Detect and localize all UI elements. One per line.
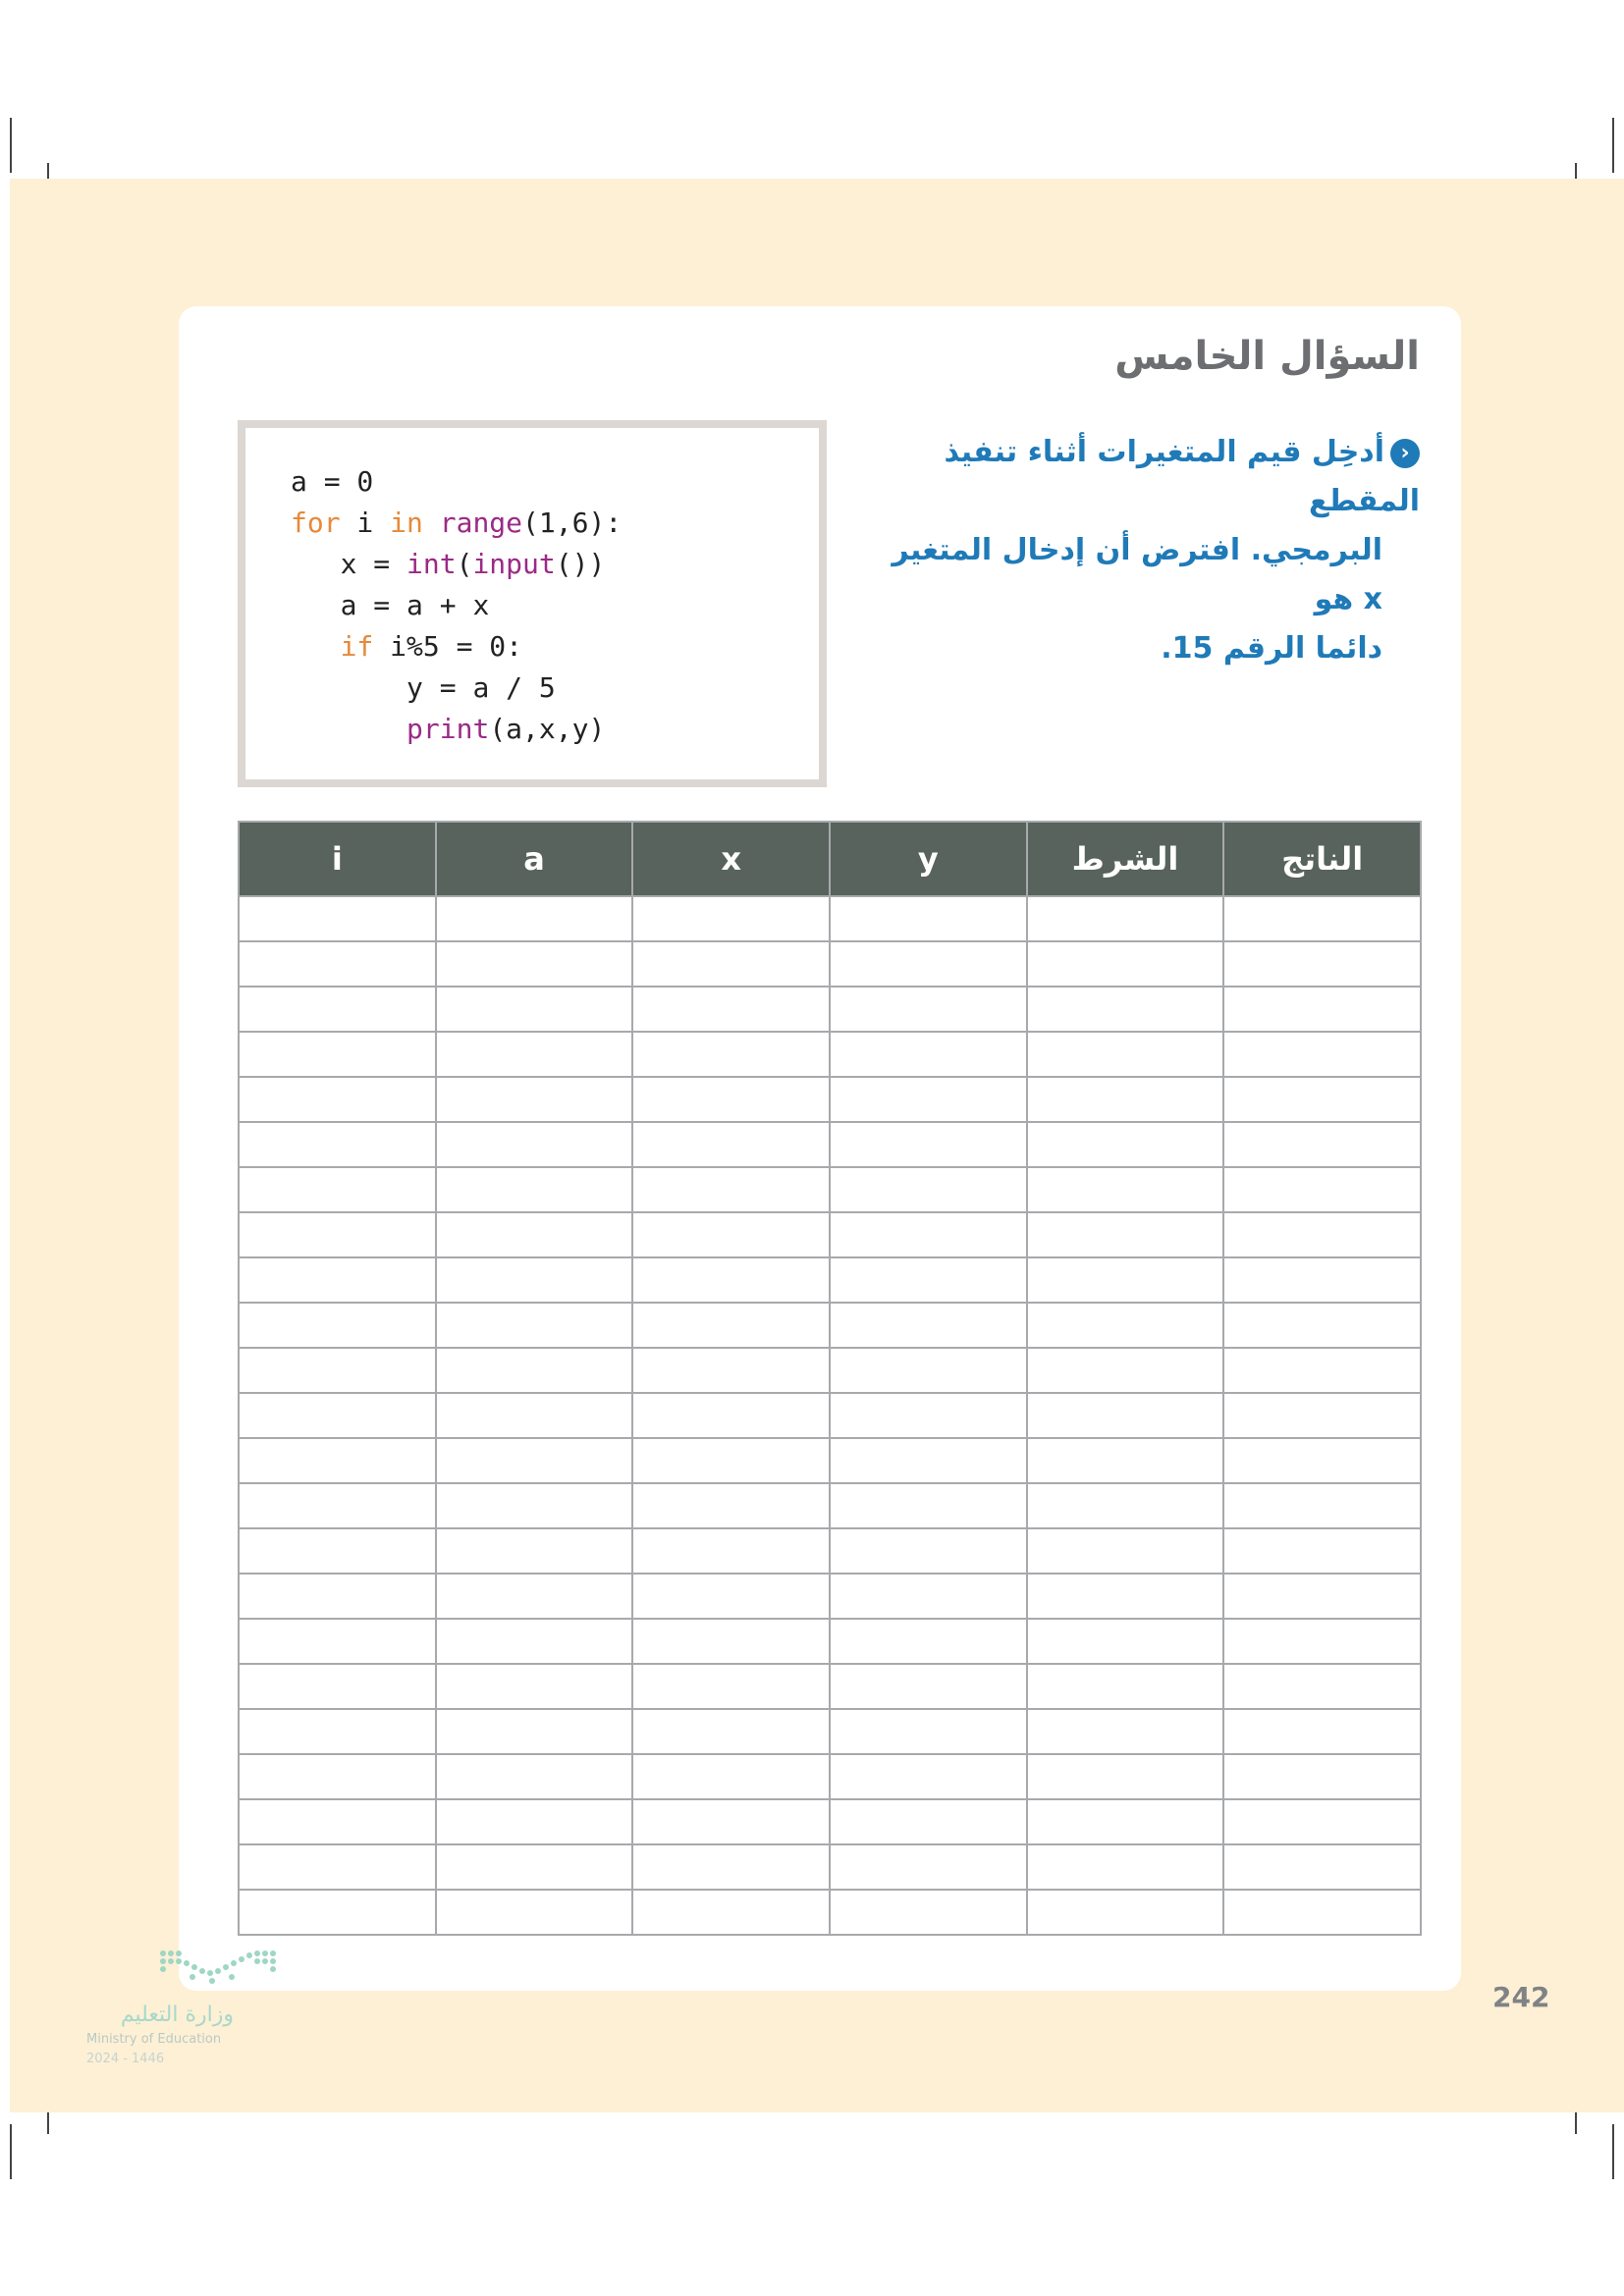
instruction-text <box>870 428 1420 673</box>
table-cell[interactable] <box>239 1077 436 1122</box>
ministry-emblem-icon <box>153 1944 291 2002</box>
table-row <box>239 1348 1421 1393</box>
page-number: 242 <box>1492 1981 1550 2013</box>
code-line <box>291 709 622 750</box>
table-cell[interactable] <box>436 1799 633 1844</box>
table-cell[interactable] <box>1223 1393 1421 1438</box>
table-cell[interactable] <box>1223 1754 1421 1799</box>
table-cell[interactable] <box>436 1709 633 1754</box>
table-cell[interactable] <box>1027 1122 1224 1167</box>
header-y: y <box>830 822 1027 896</box>
table-cell[interactable] <box>1223 1890 1421 1935</box>
code-token: a = 0 <box>291 465 374 498</box>
table-cell[interactable] <box>436 1890 633 1935</box>
table-cell[interactable] <box>632 1709 830 1754</box>
table-cell[interactable] <box>632 1844 830 1890</box>
table-row <box>239 1032 1421 1077</box>
table-cell[interactable] <box>830 1709 1027 1754</box>
table-row <box>239 987 1421 1032</box>
table-cell[interactable] <box>830 1528 1027 1574</box>
table-cell[interactable] <box>436 941 633 987</box>
table-row <box>239 1483 1421 1528</box>
table-cell[interactable] <box>1027 1844 1224 1890</box>
code-line <box>291 461 622 503</box>
table-cell[interactable] <box>1027 1212 1224 1257</box>
table-cell[interactable] <box>632 1438 830 1483</box>
table-cell[interactable] <box>239 1799 436 1844</box>
table-cell[interactable] <box>1223 1438 1421 1483</box>
table-cell[interactable] <box>239 1122 436 1167</box>
code-snippet <box>291 461 622 750</box>
code-token: x = <box>340 548 407 580</box>
header-x: x <box>632 822 830 896</box>
table-cell[interactable] <box>1223 1077 1421 1122</box>
table-cell[interactable] <box>239 1212 436 1257</box>
table-cell[interactable] <box>1027 1528 1224 1574</box>
table-row <box>239 1303 1421 1348</box>
table-cell[interactable] <box>830 1348 1027 1393</box>
table-cell[interactable] <box>632 1664 830 1709</box>
code-indent <box>291 713 406 745</box>
table-cell[interactable] <box>239 1844 436 1890</box>
table-cell[interactable] <box>1223 1709 1421 1754</box>
table-cell[interactable] <box>632 1890 830 1935</box>
code-line <box>291 585 622 626</box>
table-cell[interactable] <box>1223 1032 1421 1077</box>
table-cell[interactable] <box>239 1574 436 1619</box>
table-row <box>239 1574 1421 1619</box>
table-cell[interactable] <box>830 1844 1027 1890</box>
table-row <box>239 1709 1421 1754</box>
table-cell[interactable] <box>239 987 436 1032</box>
code-token: (1,6): <box>522 507 623 539</box>
table-cell[interactable] <box>830 1077 1027 1122</box>
instruction-line-2: البرمجي. افترض أن إدخال المتغير x هو <box>892 533 1382 616</box>
table-cell[interactable] <box>632 1619 830 1664</box>
code-token: i%5 = 0: <box>373 630 523 663</box>
code-token: i <box>340 507 391 539</box>
table-cell[interactable] <box>1027 1167 1224 1212</box>
table-cell[interactable] <box>1223 1799 1421 1844</box>
table-cell[interactable] <box>436 1754 633 1799</box>
table-cell[interactable] <box>1223 1528 1421 1574</box>
table-cell[interactable] <box>436 1393 633 1438</box>
table-row <box>239 896 1421 941</box>
table-cell[interactable] <box>1027 1257 1224 1303</box>
trace-table <box>238 821 1422 1936</box>
code-token: in <box>390 507 423 539</box>
ministry-year: 2024 - 1446 <box>86 2052 165 2066</box>
table-cell[interactable] <box>239 1438 436 1483</box>
table-cell[interactable] <box>239 1619 436 1664</box>
table-cell[interactable] <box>632 987 830 1032</box>
table-cell[interactable] <box>632 941 830 987</box>
table-row <box>239 1212 1421 1257</box>
table-cell[interactable] <box>436 1664 633 1709</box>
table-cell[interactable] <box>436 1032 633 1077</box>
table-cell[interactable] <box>436 1619 633 1664</box>
table-cell[interactable] <box>830 1483 1027 1528</box>
table-header-row <box>239 822 1421 896</box>
table-cell[interactable] <box>1027 1348 1224 1393</box>
table-cell[interactable] <box>1027 987 1224 1032</box>
table-cell[interactable] <box>239 1257 436 1303</box>
table-cell[interactable] <box>436 1167 633 1212</box>
table-cell[interactable] <box>1223 1619 1421 1664</box>
header-a: a <box>436 822 633 896</box>
table-cell[interactable] <box>830 1574 1027 1619</box>
table-cell[interactable] <box>1027 896 1224 941</box>
table-cell[interactable] <box>1223 1574 1421 1619</box>
table-cell[interactable] <box>1223 1257 1421 1303</box>
table-row <box>239 1257 1421 1303</box>
code-line <box>291 626 622 667</box>
table-cell[interactable] <box>239 1528 436 1574</box>
table-row <box>239 1844 1421 1890</box>
table-cell[interactable] <box>1223 1122 1421 1167</box>
table-cell[interactable] <box>436 1077 633 1122</box>
table-cell[interactable] <box>1223 1844 1421 1890</box>
code-line <box>291 544 622 585</box>
crop-mark <box>1612 2124 1614 2179</box>
table-cell[interactable] <box>1223 896 1421 941</box>
table-cell[interactable] <box>830 1032 1027 1077</box>
table-cell[interactable] <box>239 1664 436 1709</box>
ministry-name-arabic: وزارة التعليم <box>120 2002 234 2027</box>
ministry-name-english: Ministry of Education <box>86 2032 222 2047</box>
table-row <box>239 1890 1421 1935</box>
table-cell[interactable] <box>1027 1890 1224 1935</box>
instruction-line-1: ‹أدخِل قيم المتغيرات أثناء تنفيذ المقطع <box>944 435 1420 518</box>
table-row <box>239 1664 1421 1709</box>
table-cell[interactable] <box>436 987 633 1032</box>
table-cell[interactable] <box>830 1754 1027 1799</box>
table-cell[interactable] <box>1027 1483 1224 1528</box>
code-indent <box>291 548 341 580</box>
code-token: for <box>291 507 341 539</box>
code-token: range <box>439 507 523 539</box>
code-indent <box>291 589 341 621</box>
code-token: ( <box>456 548 473 580</box>
ministry-logo <box>86 1944 302 2071</box>
code-token: (a,x,y) <box>489 713 606 745</box>
table-cell[interactable] <box>1027 941 1224 987</box>
section-title: السؤال الخامس <box>1114 334 1420 379</box>
table-cell[interactable] <box>239 1483 436 1528</box>
table-cell[interactable] <box>1027 1619 1224 1664</box>
table-cell[interactable] <box>239 1890 436 1935</box>
code-token: input <box>472 548 556 580</box>
table-row <box>239 1077 1421 1122</box>
table-row <box>239 1619 1421 1664</box>
code-indent <box>291 630 341 663</box>
table-cell[interactable] <box>830 1212 1027 1257</box>
table-cell[interactable] <box>1027 1664 1224 1709</box>
table-cell[interactable] <box>436 1574 633 1619</box>
table-cell[interactable] <box>436 1212 633 1257</box>
table-cell[interactable] <box>830 1122 1027 1167</box>
table-cell[interactable] <box>239 941 436 987</box>
table-cell[interactable] <box>830 896 1027 941</box>
table-cell[interactable] <box>436 1257 633 1303</box>
table-cell[interactable] <box>632 1528 830 1574</box>
table-row <box>239 1528 1421 1574</box>
code-indent <box>291 671 406 704</box>
table-cell[interactable] <box>830 1257 1027 1303</box>
crop-mark <box>10 2124 12 2179</box>
table-cell[interactable] <box>830 1664 1027 1709</box>
table-cell[interactable] <box>830 987 1027 1032</box>
table-cell[interactable] <box>1027 1574 1224 1619</box>
table-cell[interactable] <box>436 1303 633 1348</box>
table-cell[interactable] <box>830 1619 1027 1664</box>
table-cell[interactable] <box>830 1890 1027 1935</box>
table-cell[interactable] <box>1027 1032 1224 1077</box>
instruction-line-3: دائما الرقم 15. <box>1161 631 1382 666</box>
code-box <box>238 420 827 787</box>
table-cell[interactable] <box>632 1032 830 1077</box>
header-condition: الشرط <box>1027 822 1224 896</box>
table-cell[interactable] <box>239 1303 436 1348</box>
table-cell[interactable] <box>830 1393 1027 1438</box>
table-cell[interactable] <box>632 1303 830 1348</box>
table-cell[interactable] <box>632 1077 830 1122</box>
table-cell[interactable] <box>632 896 830 941</box>
table-cell[interactable] <box>1027 1709 1224 1754</box>
table-cell[interactable] <box>632 1799 830 1844</box>
table-row <box>239 1438 1421 1483</box>
table-cell[interactable] <box>1027 1438 1224 1483</box>
table-cell[interactable] <box>632 1167 830 1212</box>
table-row <box>239 1754 1421 1799</box>
table-cell[interactable] <box>632 1212 830 1257</box>
code-token: int <box>406 548 457 580</box>
header-output: الناتج <box>1223 822 1421 896</box>
table-cell[interactable] <box>1223 1167 1421 1212</box>
code-token: if <box>340 630 374 663</box>
table-cell[interactable] <box>1223 1483 1421 1528</box>
table-cell[interactable] <box>632 1257 830 1303</box>
table-cell[interactable] <box>239 896 436 941</box>
code-line <box>291 503 622 544</box>
table-cell[interactable] <box>632 1483 830 1528</box>
table-row <box>239 941 1421 987</box>
code-token: a = a + x <box>340 589 490 621</box>
chevron-left-icon: ‹ <box>1390 439 1420 468</box>
table-cell[interactable] <box>239 1709 436 1754</box>
table-cell[interactable] <box>1027 1799 1224 1844</box>
table-row <box>239 1122 1421 1167</box>
table-cell[interactable] <box>1223 1303 1421 1348</box>
table-cell[interactable] <box>239 1393 436 1438</box>
table-cell[interactable] <box>830 941 1027 987</box>
table-cell[interactable] <box>239 1754 436 1799</box>
table-cell[interactable] <box>632 1122 830 1167</box>
table-cell[interactable] <box>830 1167 1027 1212</box>
table-cell[interactable] <box>239 1167 436 1212</box>
table-cell[interactable] <box>436 896 633 941</box>
code-token <box>423 507 440 539</box>
table-cell[interactable] <box>830 1303 1027 1348</box>
table-cell[interactable] <box>632 1754 830 1799</box>
table-cell[interactable] <box>436 1348 633 1393</box>
table-cell[interactable] <box>436 1844 633 1890</box>
code-token: print <box>406 713 490 745</box>
table-cell[interactable] <box>1223 1348 1421 1393</box>
table-cell[interactable] <box>632 1574 830 1619</box>
crop-mark <box>1612 118 1614 173</box>
code-token: y = a / 5 <box>406 671 556 704</box>
table-row <box>239 1167 1421 1212</box>
table-cell[interactable] <box>1223 987 1421 1032</box>
header-i: i <box>239 822 436 896</box>
code-line <box>291 667 622 709</box>
table-cell[interactable] <box>1027 1393 1224 1438</box>
table-cell[interactable] <box>1223 1664 1421 1709</box>
table-cell[interactable] <box>436 1438 633 1483</box>
table-row <box>239 1799 1421 1844</box>
table-cell[interactable] <box>1223 941 1421 987</box>
table-cell[interactable] <box>830 1438 1027 1483</box>
table-cell[interactable] <box>239 1032 436 1077</box>
table-cell[interactable] <box>632 1393 830 1438</box>
table-cell[interactable] <box>436 1483 633 1528</box>
table-cell[interactable] <box>1027 1754 1224 1799</box>
table-cell[interactable] <box>436 1122 633 1167</box>
table-cell[interactable] <box>1027 1303 1224 1348</box>
table-cell[interactable] <box>1027 1077 1224 1122</box>
table-cell[interactable] <box>239 1348 436 1393</box>
table-cell[interactable] <box>632 1348 830 1393</box>
crop-mark <box>10 118 12 173</box>
table-row <box>239 1393 1421 1438</box>
code-token: ()) <box>555 548 606 580</box>
table-cell[interactable] <box>1223 1212 1421 1257</box>
table-cell[interactable] <box>436 1528 633 1574</box>
table-cell[interactable] <box>830 1799 1027 1844</box>
